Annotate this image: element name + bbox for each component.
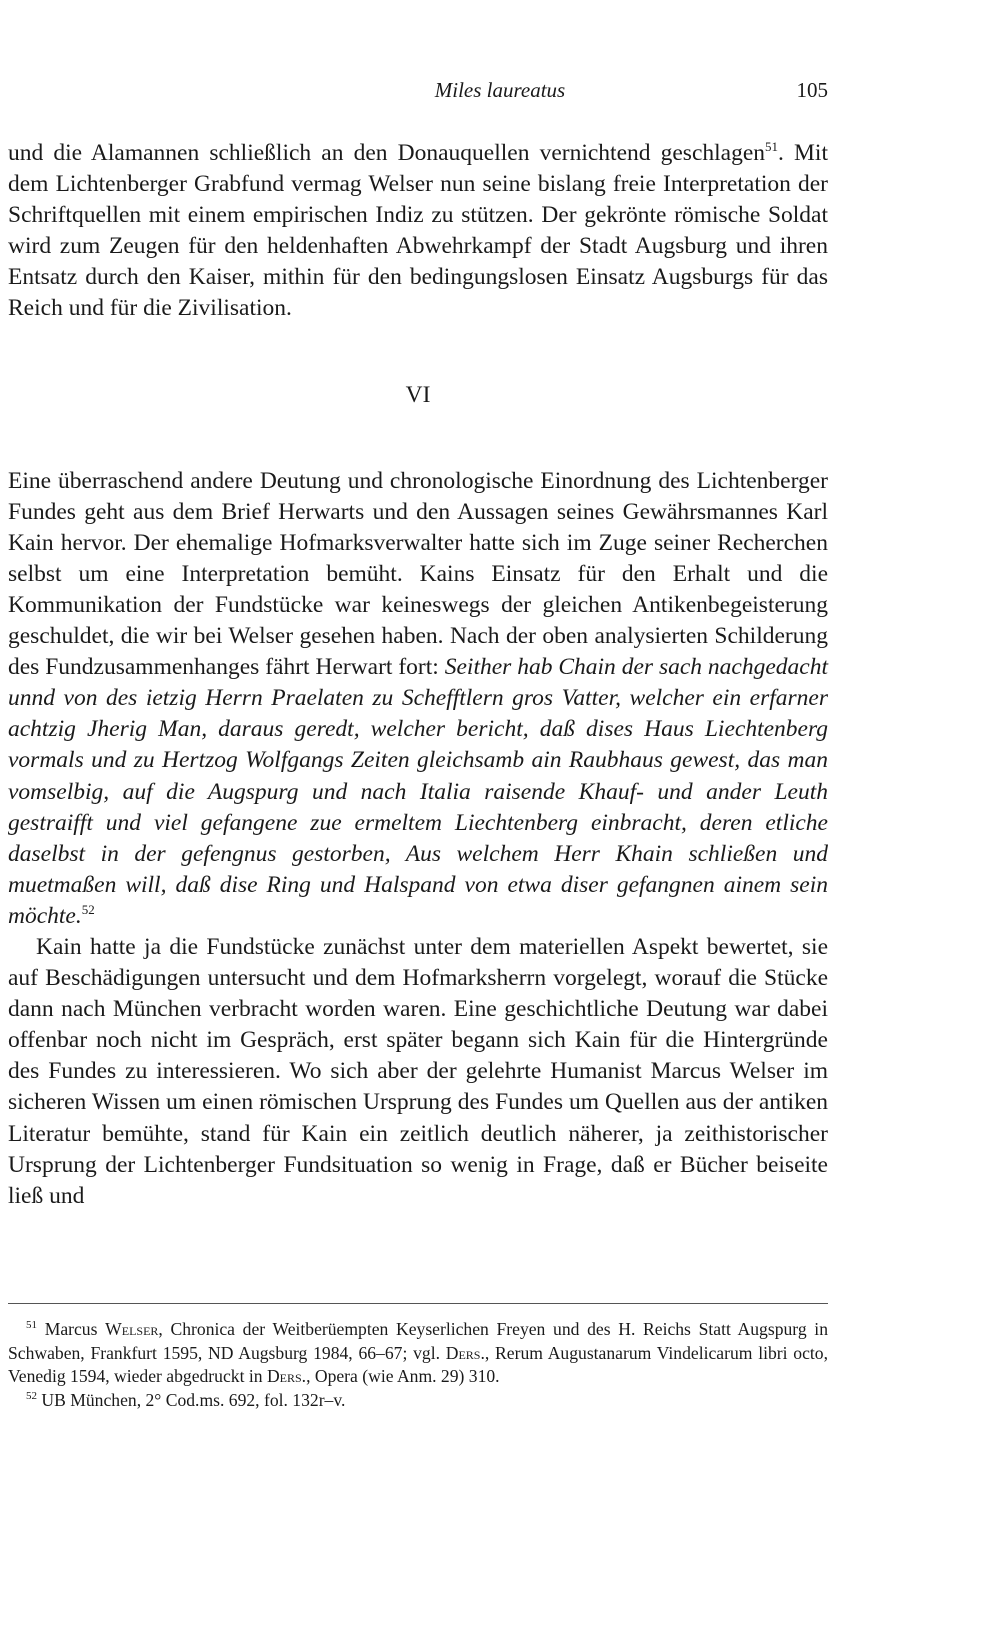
footnotes (8, 1318, 828, 1412)
footnote-51 (8, 1318, 828, 1389)
paragraph-2 (8, 466, 828, 932)
footnote-text: , Rerum Augustanarum Vindelicarum libri octo, Venedig 1594, wieder abgedruckt in (8, 1342, 828, 1387)
paragraph-2-text: Eine überraschend andere Deutung und chronologische Einordnung des Lichtenberger Fundes geht aus dem Brief Herwarts und den Aussagen seines Gewährsmannes Karl Kain hervor. Der ehemalige Hofmarksverwalter hatte sich im Zuge seiner Recherchen selbst um eine Interpretation bemüht. Kains Einsatz für den Erhalt und die Kommunikation der Fundstücke war keineswegs der gleichen Antikenbegeisterung geschuldet, die wir bei Welser gesehen haben. Nach der oben analysierten Schilderung des Fundzusammenhanges fährt Herwart fort: (8, 467, 828, 681)
author-ders: Ders. (266, 1366, 307, 1387)
footnote-text: UB München, 2° Cod.ms. 692, fol. 132r–v. (41, 1389, 346, 1410)
running-title: Miles laureatus (434, 78, 566, 102)
footnote-ref-52: 52 (81, 901, 95, 917)
footnote-rule (8, 1303, 828, 1304)
footnote-text: Marcus (44, 1319, 106, 1339)
paragraph-1-text-b: . Mit dem Lichtenberger Grabfund vermag Welser nun seine bislang freie Interpretation der Schriftquellen mit einem empirischen Indiz zu stützen. Der gekrönte römische Soldat wird zum Zeugen für den heldenhaften Abwehrkampf der Stadt Augsburg und ihren Entsatz durch den Kaiser, mithin für den bedingungslosen Einsatz Augsburgs für das Reich und für die Zivilisation. (8, 140, 828, 322)
page-number: 105 (796, 78, 828, 102)
paragraph-3: Kain hatte ja die Fundstücke zunächst unter dem materiellen Aspekt bewertet, sie auf Beschädigungen untersucht und dem Hofmarksherrn vorgelegt, worauf die Stücke dann nach München verbracht worden waren. Eine geschichtliche Deutung war dabei offenbar noch nicht im Gespräch, erst später begann sich Kain für die Hintergründe des Fundes zu interessieren. Wo sich aber der gelehrte Humanist Marcus Welser im sicheren Wissen um einen römischen Ursprung des Fundes um Quellen aus der antiken Literatur bemühte, stand für Kain ein zeitlich deutlich näherer, ja zeithistorischer Ursprung der Lichtenberger Fundsituation so wenig in Frage, daß er Bücher beiseite ließ und (8, 933, 828, 1209)
section-heading: VI (405, 381, 431, 408)
quotation: Seither hab Chain der sach nachgedacht unnd von des ietzig Herrn Praelaten zu Schefftlern gros Vatter, welcher ein erfarner achtzig Jherig Man, daraus geredt, welcher bericht, daß dises Haus Liechtenberg vormals und zu Hertzog Wolfgangs Zeiten gleichsamb ain Raubhaus gewest, das man vomselbig, auf die Augspurg und nach Italia raisende Khauf- und ander Leuth gestraifft und viel gefangene zue ermeltem Liechtenberg einbracht, deren etliche daselbst in der gefengnus gestorben, Aus welchem Herr Khain schließen und muetmaßen will, daß dise Ring und Halspand von etwa diser gefangnen ainem sein möchte. (8, 654, 828, 929)
footnote-text: , Opera (wie Anm. 29) 310. (306, 1366, 500, 1387)
footnote-number: 52 (26, 1389, 37, 1402)
footnote-number: 51 (26, 1319, 37, 1331)
footnote-ref-51: 51 (765, 139, 779, 154)
author-name: Welser (105, 1319, 159, 1339)
main-text (8, 138, 828, 1212)
paragraph-1 (8, 138, 828, 325)
running-header (0, 78, 1000, 108)
paragraph-1-text-a: und die Alamannen schließlich an den Donauquellen vernichtend geschlagen (8, 140, 766, 166)
footnote-52 (8, 1389, 828, 1413)
author-ders: Ders. (445, 1342, 485, 1363)
footnote-text: , Chronica der Weitberüempten Keyserlichen Freyen und des H. Reichs Statt Augspurg in Schwaben, Frankfurt 1595, ND Augsburg 1984, 66–67; vgl. (8, 1319, 828, 1363)
